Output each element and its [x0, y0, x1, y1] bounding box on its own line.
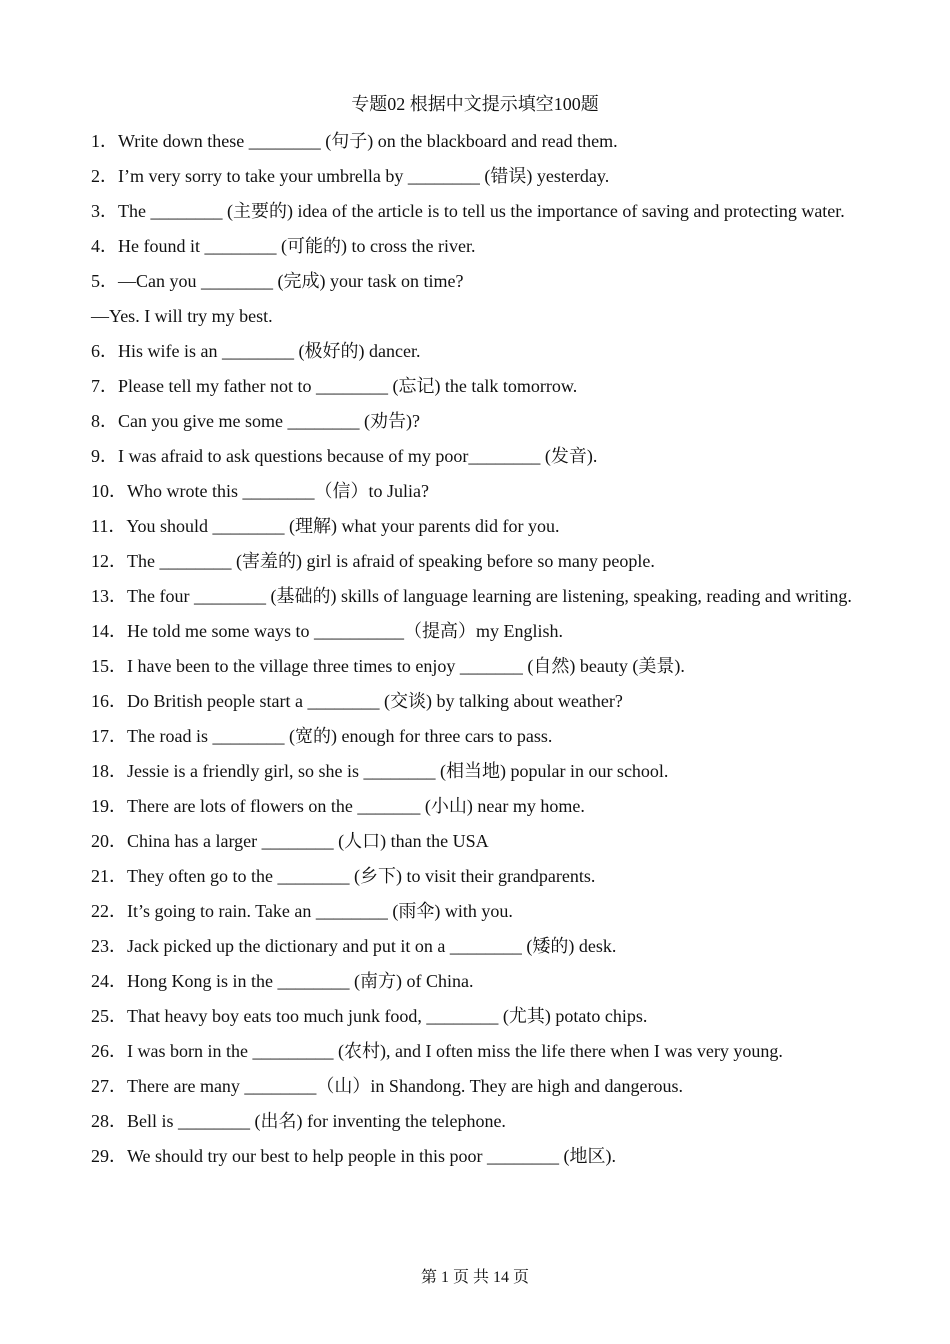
question-item: 15．I have been to the village three times to enjoy _______ (自然) beauty (美景).	[91, 656, 685, 676]
question-item: 27．There are many ________（山）in Shandong. They are high and dangerous.	[91, 1076, 684, 1096]
question-item: 4．He found it ________ (可能的) to cross the river.	[91, 236, 476, 256]
question-item: 21．They often go to the ________ (乡下) to visit their grandparents.	[91, 866, 596, 886]
question-item: 23．Jack picked up the dictionary and put it on a ________ (矮的) desk.	[91, 936, 617, 956]
question-item: 17．The road is ________ (宽的) enough for three cars to pass.	[91, 726, 553, 746]
question-item: 11．You should ________ (理解) what your parents did for you.	[91, 516, 560, 536]
question-item: 3．The ________ (主要的) idea of the article is to tell us the importance of saving and protecting water.	[91, 201, 845, 221]
question-item: 12．The ________ (害羞的) girl is afraid of speaking before so many people.	[91, 551, 655, 571]
question-item: 18．Jessie is a friendly girl, so she is ________ (相当地) popular in our school.	[91, 761, 669, 781]
question-list	[91, 125, 859, 1175]
question-item: 20．China has a larger ________ (人口) than the USA	[91, 831, 489, 851]
question-item: 19．There are lots of flowers on the _______ (小山) near my home.	[91, 796, 585, 816]
question-item: 29．We should try our best to help people in this poor ________ (地区).	[91, 1146, 616, 1166]
document-title: 专题02 根据中文提示填空100题	[351, 94, 599, 114]
question-item: 26．I was born in the _________ (农村), and I often miss the life there when I was very young.	[91, 1041, 783, 1061]
page-number-footer: 第 1 页 共 14 页	[420, 1269, 529, 1286]
question-item: 24．Hong Kong is in the ________ (南方) of China.	[91, 971, 474, 991]
question-item: 9．I was afraid to ask questions because of my poor________ (发音).	[91, 446, 598, 466]
question-item: 22．It’s going to rain. Take an ________ (雨伞) with you.	[91, 901, 513, 921]
question-item: 16．Do British people start a ________ (交谈) by talking about weather?	[91, 691, 623, 711]
question-item: 1．Write down these ________ (句子) on the blackboard and read them.	[91, 131, 618, 151]
answer-line: —Yes. I will try my best.	[91, 306, 273, 326]
question-item: 8．Can you give me some ________ (劝告)?	[91, 411, 420, 431]
question-item: 7．Please tell my father not to ________ (忘记) the talk tomorrow.	[91, 376, 578, 396]
question-item: 13．The four ________ (基础的) skills of language learning are listening, speaking, reading and writing.	[91, 586, 852, 606]
question-item: 2．I’m very sorry to take your umbrella by ________ (错误) yesterday.	[91, 166, 610, 186]
question-item: 10．Who wrote this ________（信）to Julia?	[91, 481, 429, 501]
question-item: 28．Bell is ________ (出名) for inventing the telephone.	[91, 1111, 506, 1131]
question-item: 25．That heavy boy eats too much junk food, ________ (尤其) potato chips.	[91, 1006, 648, 1026]
question-item: 5．—Can you ________ (完成) your task on time?	[91, 271, 464, 291]
question-item: 14．He told me some ways to __________（提高）my English.	[91, 621, 563, 641]
question-item: 6．His wife is an ________ (极好的) dancer.	[91, 341, 421, 361]
